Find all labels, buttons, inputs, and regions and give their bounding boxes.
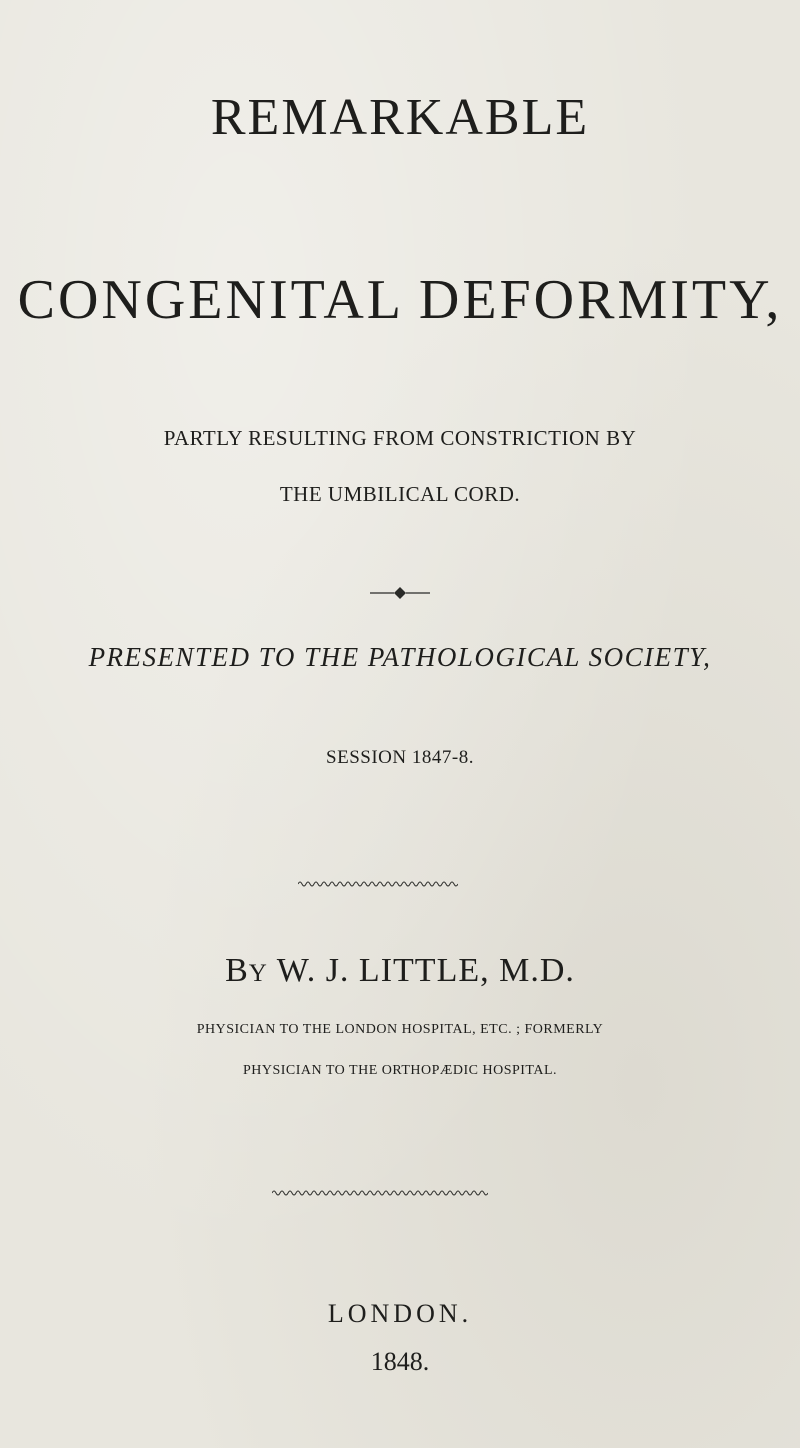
title-line-2: CONGENITAL DEFORMITY, [17,269,783,331]
diamond-divider-icon [370,586,430,600]
subtitle-line-1: PARTLY RESULTING FROM CONSTRICTION BY [163,426,637,450]
wavy-rule-icon [298,880,458,888]
imprint-year: 1848. [370,1347,430,1376]
title-line-1: REMARKABLE [210,89,590,146]
author-by-initial: B [225,952,249,989]
author-description-1: PHYSICIAN TO THE LONDON HOSPITAL, ETC. ; FORMERLY [196,1022,604,1037]
wavy-rule-icon [272,1189,488,1197]
subtitle-line-2: THE UMBILICAL CORD. [279,482,521,506]
imprint-place: LONDON. [327,1299,473,1328]
author-by-rest: Y [248,960,268,987]
session-line: SESSION 1847-8. [326,747,474,768]
author-name: W. J. LITTLE, M.D. [276,952,575,989]
author-line [0,950,800,995]
presented-line: PRESENTED TO THE PATHOLOGICAL SOCIETY, [88,642,712,672]
author-description-2: PHYSICIAN TO THE ORTHOPÆDIC HOSPITAL. [242,1063,558,1078]
